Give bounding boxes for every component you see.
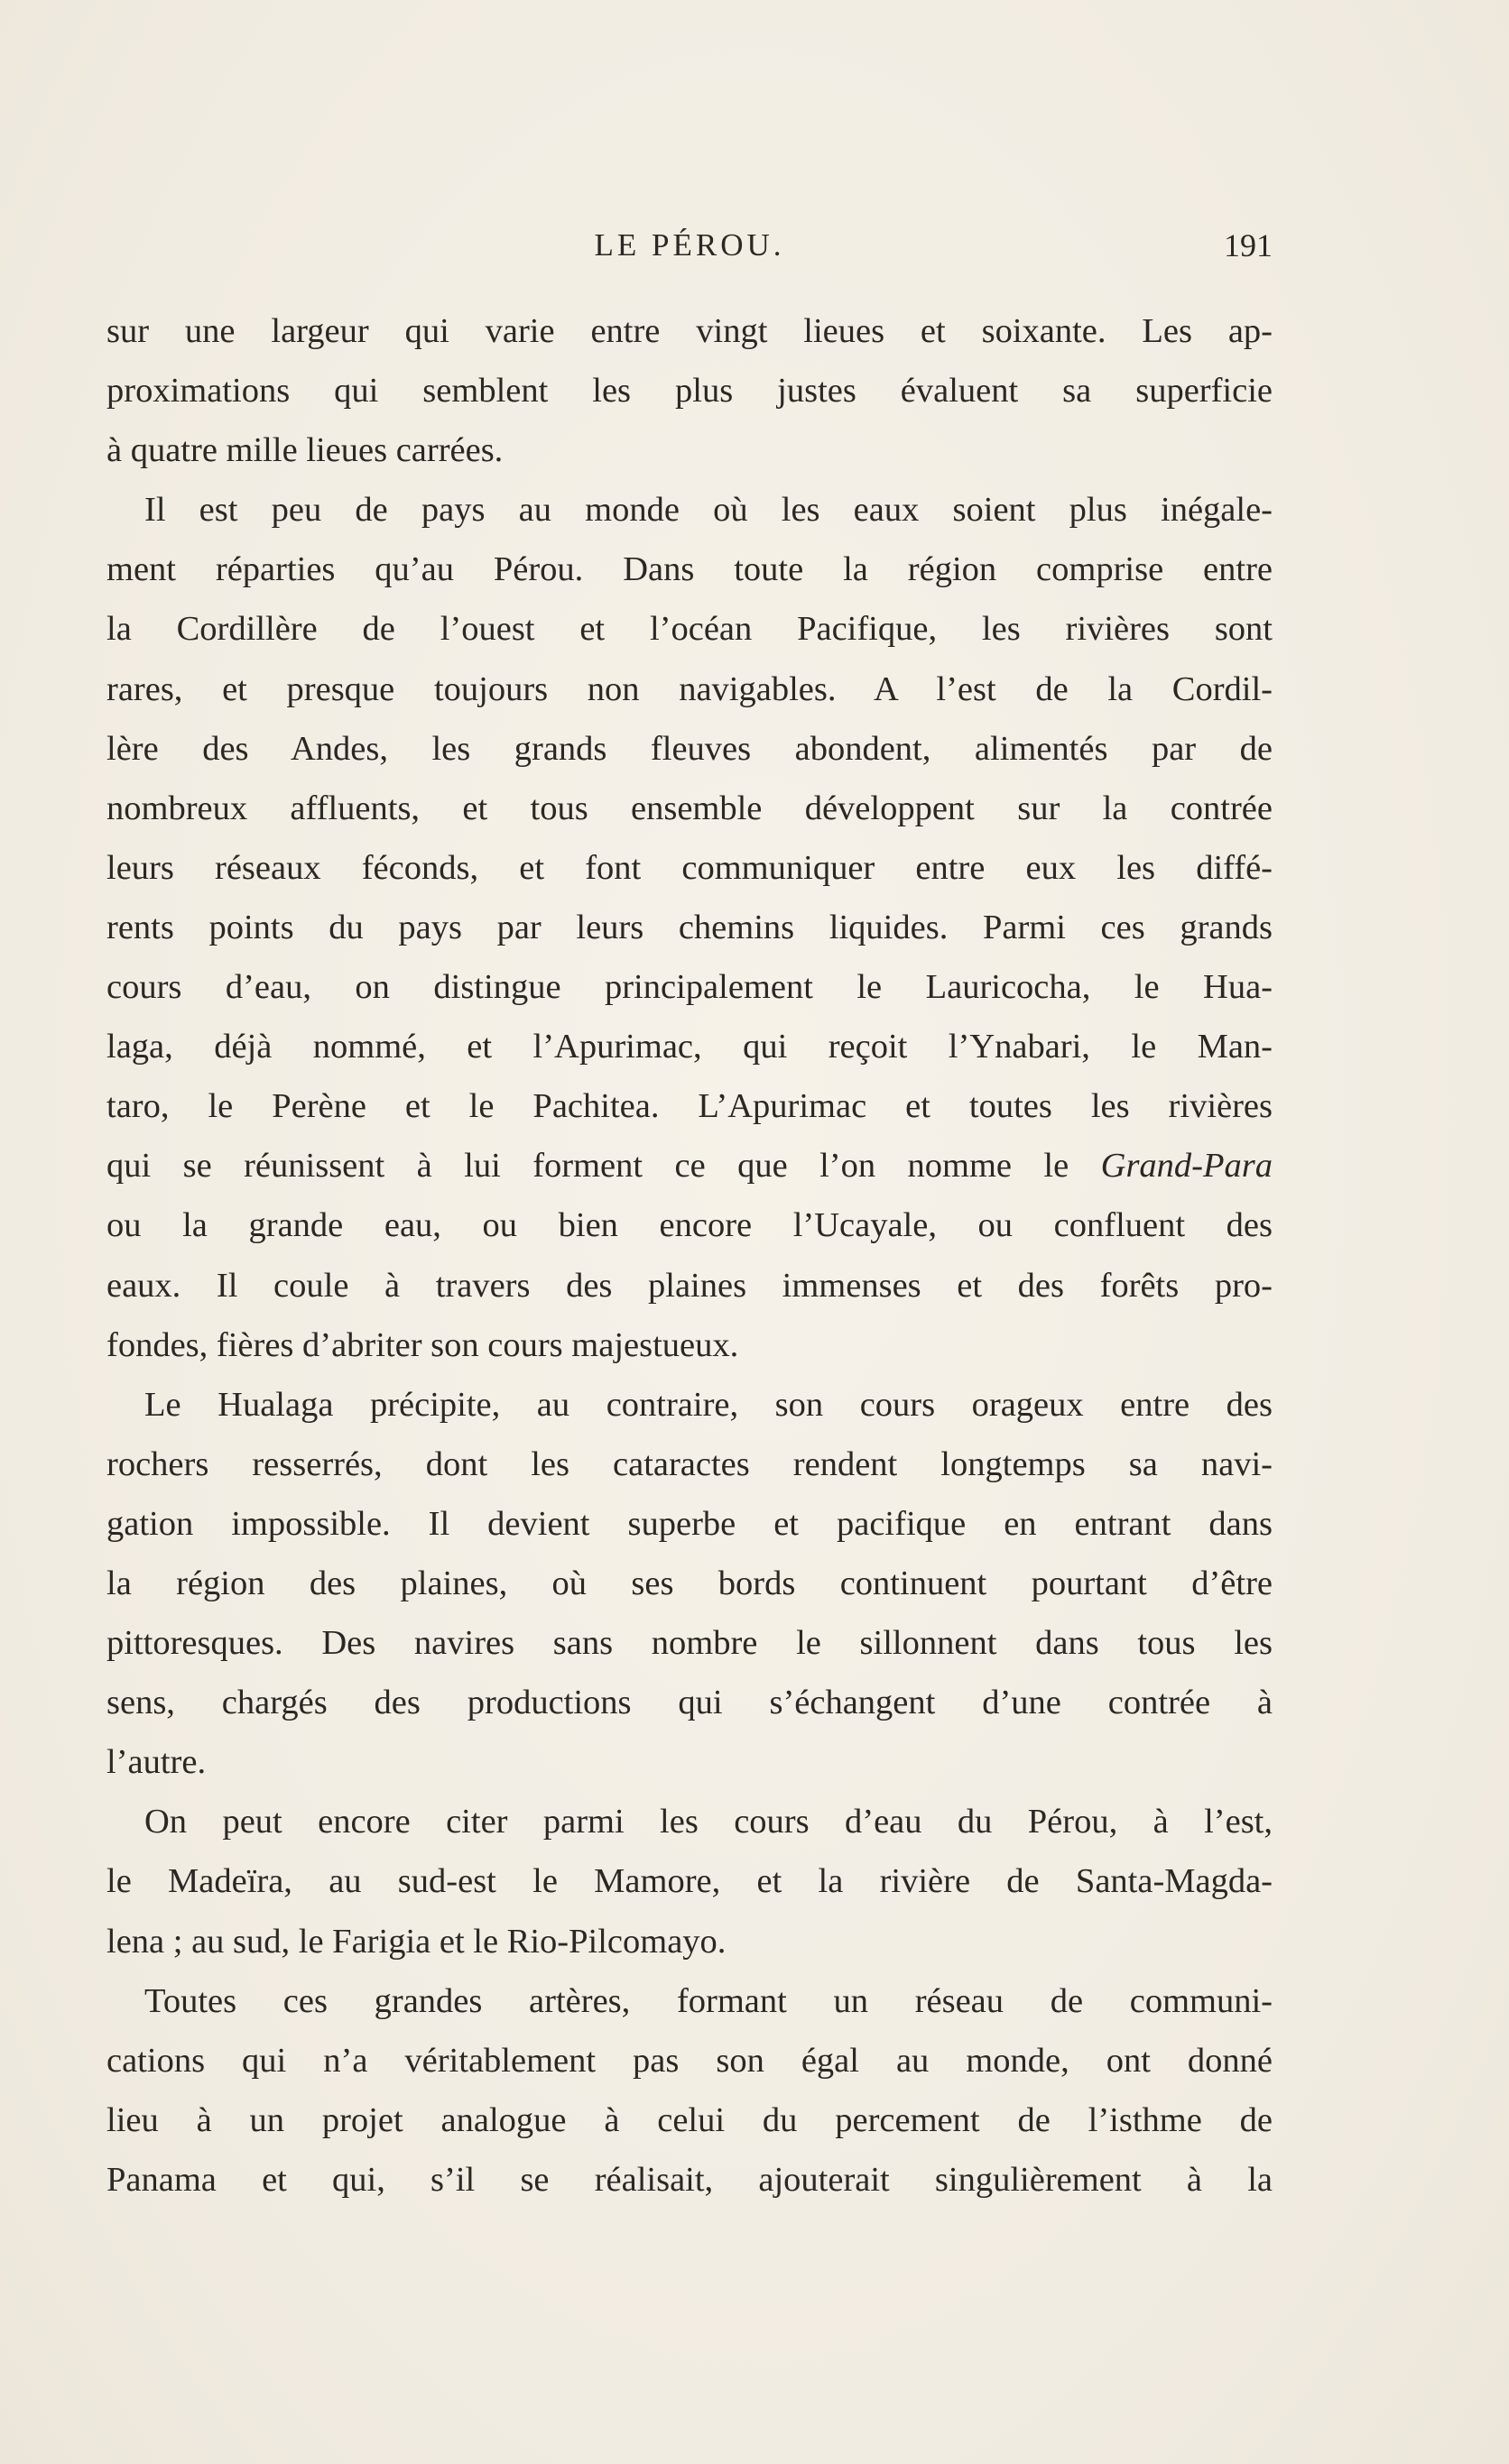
text-line: lieu à un projet analogue à celui du percement de l’isthme de xyxy=(106,2100,1273,2139)
text-line: fondes, fières d’abriter son cours majestueux. xyxy=(106,1325,739,1364)
text-line: lena ; au sud, le Farigia et le Rio-Pilcomayo. xyxy=(106,1922,727,1961)
text-line: à quatre mille lieues carrées. xyxy=(106,431,504,470)
text-line: rents points du pays par leurs chemins liquides. Parmi ces grands xyxy=(106,908,1273,946)
text-line: sens, chargés des productions qui s’échangent d’une contrée à xyxy=(106,1684,1273,1722)
text-line: Panama et qui, s’il se réalisait, ajouterait singulièrement à la xyxy=(106,2160,1273,2199)
page-number: 191 xyxy=(1224,227,1273,263)
text-line: proximations qui semblent les plus justes évaluent sa superficie xyxy=(106,372,1273,411)
text-line: nombreux affluents, et tous ensemble développent sur la contrée xyxy=(106,789,1273,827)
text-line: la région des plaines, où ses bords continuent pourtant d’être xyxy=(106,1564,1273,1602)
text-line: leurs réseaux féconds, et font communiquer entre eux les diffé- xyxy=(106,848,1273,887)
text-line: cours d’eau, on distingue principalement le Lauricocha, le Hua- xyxy=(106,968,1273,1007)
page-header xyxy=(106,224,1273,267)
text-line: rares, et presque toujours non navigables. A l’est de la Cordil- xyxy=(106,669,1273,708)
text-line: cations qui n’a véritablement pas son égal au monde, ont donné xyxy=(106,2041,1273,2080)
text-line: Toutes ces grandes artères, formant un réseau de communi- xyxy=(144,1981,1273,2020)
text-line: Il est peu de pays au monde où les eaux soient plus inégale- xyxy=(144,491,1273,530)
text-line: gation impossible. Il devient superbe et pacifique en entrant dans xyxy=(106,1504,1273,1543)
text-line: qui se réunissent à lui forment ce que l’on nomme le Grand-Para xyxy=(106,1147,1273,1186)
text-line: ou la grande eau, ou bien encore l’Ucayale, ou confluent des xyxy=(106,1206,1273,1245)
text-line: rochers resserrés, dont les cataractes rendent longtemps sa navi- xyxy=(106,1444,1273,1483)
text-line: taro, le Perène et le Pachitea. L’Apurimac et toutes les rivières xyxy=(106,1087,1273,1126)
running-title: LE PÉROU. xyxy=(594,227,785,263)
text-line: ment réparties qu’au Pérou. Dans toute la région comprise entre xyxy=(106,550,1273,589)
text-line: Le Hualaga précipite, au contraire, son cours orageux entre des xyxy=(144,1385,1273,1424)
text-line: eaux. Il coule à travers des plaines immenses et des forêts pro- xyxy=(106,1266,1273,1305)
text-line: On peut encore citer parmi les cours d’eau du Pérou, à l’est, xyxy=(144,1803,1273,1841)
text-line: sur une largeur qui varie entre vingt lieues et soixante. Les ap- xyxy=(106,312,1273,350)
italic-term: Grand-Para xyxy=(1100,1147,1273,1186)
body-text xyxy=(106,301,1273,2210)
text-line: l’autre. xyxy=(106,1743,207,1782)
text-line: lère des Andes, les grands fleuves abondent, alimentés par de xyxy=(106,729,1273,768)
text-line: la Cordillère de l’ouest et l’océan Pacifique, les rivières sont xyxy=(106,610,1273,649)
text-line: pittoresques. Des navires sans nombre le sillonnent dans tous les xyxy=(106,1624,1273,1663)
text-line: laga, déjà nommé, et l’Apurimac, qui reçoit l’Ynabari, le Man- xyxy=(106,1028,1273,1066)
text-line: le Madeïra, au sud-est le Mamore, et la rivière de Santa-Magda- xyxy=(106,1862,1273,1901)
